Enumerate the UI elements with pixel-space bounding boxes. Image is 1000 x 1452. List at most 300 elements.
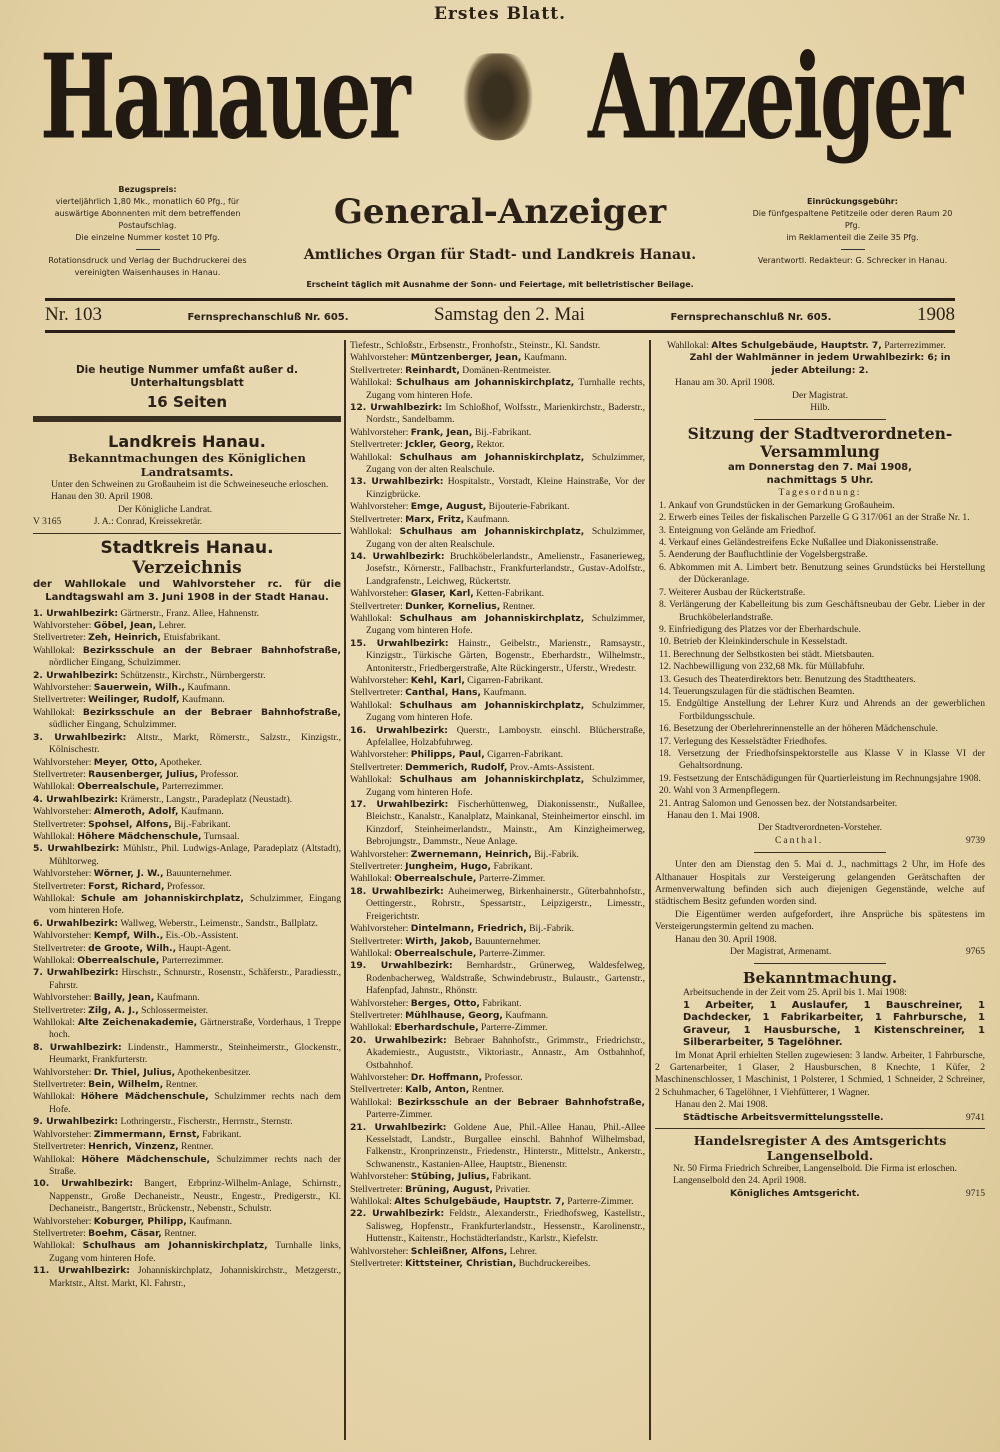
- district-number: 2. Urwahlbezirk:: [33, 669, 119, 681]
- row-name: Bailly, Jean,: [93, 992, 155, 1004]
- district-row: [350, 377, 645, 402]
- district-number: 19. Urwahlbezirk:: [350, 960, 453, 972]
- row-detail: Schulzimmer, Zugang von der alten Realschule.: [366, 451, 645, 476]
- row-label: Wahlvorsteher:: [33, 992, 92, 1004]
- row-label: Stellvertreter:: [350, 861, 403, 873]
- row-name: Jungheim, Hugo,: [405, 861, 492, 873]
- district-row: [350, 749, 645, 761]
- district-row: [33, 943, 341, 955]
- row-label: Stellvertreter:: [350, 761, 403, 773]
- row-label: Stellvertreter:: [33, 818, 86, 830]
- district-row: [350, 1084, 645, 1096]
- district-entry: [33, 1116, 341, 1128]
- district-number: 8. Urwahlbezirk:: [33, 1041, 122, 1053]
- row-detail: Parterre-Zimmer.: [567, 1196, 634, 1208]
- district-row: [33, 620, 341, 632]
- organ-line: Amtliches Organ für Stadt- und Landkreis Hanau.: [303, 247, 697, 263]
- row-label: Wahllokal:: [350, 947, 392, 959]
- district-row: [350, 1072, 645, 1084]
- row-name: Meyer, Otto,: [93, 756, 158, 768]
- row-detail: südlicher Eingang, Schulzimmer.: [49, 719, 177, 731]
- agenda-item: 15. Endgültige Anstellung der Lehrer Kurz und Ahrends an der gewerblichen Fortbildungsschule.: [659, 698, 985, 722]
- district-row: [33, 819, 341, 831]
- district-number: 18. Urwahlbezirk:: [350, 885, 444, 897]
- district-entry: [33, 1265, 341, 1290]
- row-label: Stellvertreter:: [33, 694, 86, 706]
- row-name: Dr. Thiel, Julius,: [93, 1066, 176, 1078]
- phone-left: Fernsprechanschluß Nr. 605.: [187, 312, 349, 323]
- bek-list: 1 Arbeiter, 1 Auslaufer, 1 Bauschreiner, 1 Dachdecker, 1 Fabrikarbeiter, 1 Fahrbursche, 1 Graveur, 1 Hausbursche, 1 Kistenschreiner, 1 Silberarbeiter, 5 Tagelöhner.: [683, 999, 985, 1049]
- row-name: Mühlhause, Georg,: [405, 1009, 503, 1021]
- row-name: Altes Schulgebäude, Hauptstr. 7,: [394, 1196, 565, 1208]
- row-detail: Buchdruckereibes.: [518, 1258, 591, 1270]
- row-detail: Kaufmann.: [189, 1215, 233, 1227]
- district-streets: Gärtnerstr., Franz. Allee, Hahnenstr.: [120, 607, 260, 619]
- title-right: Anzeiger: [588, 28, 960, 166]
- row-detail: Kaufmann.: [187, 682, 231, 694]
- row-label: Stellvertreter:: [33, 768, 86, 780]
- row-name: Kehl, Karl,: [410, 674, 465, 686]
- district-row: [33, 1005, 341, 1017]
- verzeichnis-title: Verzeichnis: [132, 557, 242, 578]
- district-streets: Schützenstr., Kirchstr., Nürnbergerstr.: [120, 669, 266, 681]
- row-detail: Schulzimmer rechts nach dem Hofe.: [49, 1091, 342, 1115]
- agenda-item: 12. Nachbewilligung von 232,68 Mk. für Müllabfuhr.: [659, 661, 865, 673]
- pages-note: Die heutige Nummer umfaßt außer d. Unterhaltungsblatt: [75, 364, 299, 389]
- district-entry: [350, 340, 645, 352]
- district-streets: Bruchköbelerlandstr., Amelienstr., Fasanerieweg, Josefstr., Körnerstr., Fallbachstr., Frankfurterlandstr., Gustav-Adolfstr., Landgrafenstr., Leichweg, Rückertstr.: [366, 550, 645, 587]
- row-name: Schulhaus am Johanniskirchplatz,: [399, 774, 585, 786]
- issue-year: 1908: [916, 304, 955, 325]
- district-entry: [33, 670, 341, 682]
- district-number: 4. Urwahlbezirk:: [33, 793, 119, 805]
- district-row: [33, 769, 341, 781]
- top-label: Erstes Blatt.: [433, 4, 567, 24]
- row-name: Bezirksschule an der Bebraer Bahnhofstraße,: [82, 644, 341, 656]
- row-name: Schleißner, Alfons,: [410, 1245, 508, 1257]
- district-row: [350, 514, 645, 526]
- issue-date: Samstag den 2. Mai: [434, 304, 585, 325]
- row-detail: Rentner.: [164, 1227, 197, 1239]
- row-name: Almeroth, Adolf,: [93, 806, 179, 818]
- row-detail: Fabrikant.: [482, 997, 522, 1009]
- district-streets: Hainstr., Geibelstr., Marienstr., Ramsaystr., Kinzigstr., Türkische Gärten, Bogenstr., Eberhardstr., Wilhelmstr., Antoniterstr., Friedbergerstraße, Alte Rückingerstr., Uferstr., Wredestr.: [366, 637, 645, 674]
- row-detail: Bauunternehmer.: [474, 935, 541, 947]
- auction-text2: Die Eigentümer werden aufgefordert, ihre Ansprüche bis spätestens im Versteigerungstermin geltend zu machen.: [655, 908, 985, 933]
- district-row: [33, 707, 341, 732]
- row-detail: Parterre-Zimmer.: [478, 873, 546, 885]
- row-name: Müntzenberger, Jean,: [410, 352, 522, 364]
- sitzung-date: Hanau den 1. Mai 1908.: [667, 810, 760, 821]
- bek-title: Bekanntmachung.: [742, 969, 898, 988]
- district-streets: Querstr., Lamboystr. einschl. Blücherstraße, Apfelallee, Holzabfuhrweg.: [366, 724, 645, 748]
- row-name: Oberrealschule,: [77, 955, 160, 966]
- row-detail: Parterre-Zimmer.: [481, 1022, 548, 1034]
- wahlmaenner: Zahl der Wahlmänner in jedem Urwahlbezirk: 6; in jeder Abteilung: 2.: [689, 352, 951, 376]
- row-label: Wahllokal:: [33, 706, 75, 718]
- row-label: Wahlvorsteher:: [33, 1066, 92, 1078]
- auction-date: Hanau den 30. April 1908.: [675, 933, 777, 945]
- sitzung-sign2: Canthal.: [775, 834, 824, 846]
- row-detail: Gärtnerstraße, Vorderhaus, 1 Treppe hoch.: [49, 1017, 341, 1041]
- agenda-item: 18. Versetzung der Friedhofsinspektorstelle aus Klasse V in Klasse VI der Gehaltsordnung.: [659, 747, 985, 772]
- row-detail: Kaufmann.: [483, 687, 527, 699]
- row-detail: Parterre-Zimmer.: [478, 947, 546, 959]
- issue-number: Nr. 103: [45, 304, 102, 325]
- district-row: [33, 682, 341, 694]
- row-detail: Privatier.: [495, 1183, 531, 1195]
- row-detail: Lehrer.: [509, 1245, 538, 1257]
- row-label: Wahlvorsteher:: [33, 756, 92, 768]
- district-streets: Auheimerweg, Birkenhainerstr., Güterbahnhofstr., Oettingerstr., Rohrstr., Spessartstr., Leipzigerstr., Limesstr., Freigerichtstr.: [366, 885, 646, 922]
- district-row: [33, 781, 341, 793]
- divider: [754, 852, 886, 853]
- crest-icon: [460, 53, 536, 140]
- row-name: Eberhardschule,: [394, 1022, 479, 1034]
- row-name: Bezirksschule an der Bebraer Bahnhofstraße,: [397, 1096, 646, 1108]
- district-streets: Hospitalstr., Vorstadt, Kleine Hainstraße, Vor der Kinzigbrücke.: [366, 476, 645, 500]
- district-number: 17. Urwahlbezirk:: [350, 799, 449, 811]
- row-detail: Etuisfabrikant.: [163, 632, 221, 644]
- district-row: [33, 1141, 341, 1153]
- row-detail: Bijouterie-Fabrikant.: [488, 501, 570, 513]
- row-detail: Cigarren-Fabrikant.: [487, 749, 564, 761]
- district-row: [33, 1079, 341, 1091]
- row-name: Dunker, Kornelius,: [405, 600, 501, 612]
- row-label: Wahlvorsteher:: [350, 1071, 409, 1083]
- row-name: Zimmermann, Ernst,: [93, 1128, 200, 1140]
- row-label: Stellvertreter:: [350, 687, 403, 699]
- row-name: Oberrealschule,: [394, 873, 477, 885]
- district-row: [33, 1017, 341, 1042]
- column-divider: [344, 340, 346, 1440]
- cont-label: Wahllokal:: [667, 340, 709, 351]
- divider: [754, 419, 886, 420]
- landkreis-sign2: J. A.: Conrad, Kreissekretär.: [93, 516, 203, 528]
- district-number: 5. Urwahlbezirk:: [33, 843, 120, 855]
- row-label: Wahllokal:: [350, 1096, 392, 1108]
- district-row: [350, 700, 645, 725]
- row-detail: Apotheker.: [159, 756, 202, 768]
- district-number: 1. Urwahlbezirk:: [33, 607, 119, 619]
- district-streets: Krämerstr., Langstr., Paradeplatz (Neustadt).: [120, 793, 293, 805]
- district-row: [350, 948, 645, 960]
- row-detail: Kaufmann.: [156, 992, 200, 1004]
- district-row: [33, 831, 341, 843]
- district-entry: [350, 799, 645, 849]
- district-row: [350, 1022, 645, 1034]
- district-row: [350, 923, 645, 935]
- landkreis-subtitle: Bekanntmachungen des Königlichen Landratsamts.: [68, 451, 306, 479]
- district-entry: [350, 886, 645, 923]
- row-name: Stübing, Julius,: [410, 1171, 490, 1183]
- row-label: Wahllokal:: [350, 1196, 392, 1208]
- row-label: Stellvertreter:: [350, 439, 403, 451]
- district-row: [350, 1196, 645, 1208]
- row-label: Stellvertreter:: [33, 1227, 86, 1239]
- ads-reklame: im Reklamenteil die Zeile 35 Pfg.: [786, 233, 919, 242]
- district-row: [350, 762, 645, 774]
- agenda-item: 2. Erwerb eines Teiles der fiskalischen Parzelle G G 317/061 an der Straße Nr. 1.: [659, 512, 970, 524]
- district-entry: [33, 967, 341, 992]
- district-row: [33, 881, 341, 893]
- row-detail: Kaufmann.: [466, 513, 510, 525]
- district-streets: Im Schloßhof, Wolfsstr., Marienkirchstr., Baderstr., Nordstr., Sandelbamm.: [366, 402, 645, 426]
- district-list: [33, 608, 341, 1290]
- bottom-rule: [45, 330, 955, 333]
- row-name: Emge, August,: [410, 501, 487, 513]
- sitzung-code: 9739: [965, 834, 985, 846]
- row-detail: Schulzimmer, Zugang vom hinteren Hofe.: [366, 774, 645, 798]
- row-name: Kempf, Wilh.,: [93, 930, 164, 942]
- row-name: Canthal, Hans,: [405, 687, 481, 699]
- district-entry: [33, 794, 341, 806]
- row-label: Stellvertreter:: [33, 1004, 86, 1016]
- district-row: [350, 936, 645, 948]
- hr-code: 9715: [965, 1187, 985, 1199]
- row-name: Koburger, Philipp,: [93, 1215, 187, 1227]
- row-label: Wahllokal:: [350, 699, 392, 711]
- row-detail: Rentner.: [471, 1084, 504, 1096]
- district-list: [350, 340, 645, 1270]
- district-row: [350, 601, 645, 613]
- row-detail: Bij.-Fabrikant.: [174, 818, 231, 830]
- row-name: Zwernemann, Heinrich,: [410, 848, 532, 860]
- row-detail: Ketten-Fabrikant.: [476, 588, 545, 600]
- row-detail: nördlicher Eingang, Schulzimmer.: [49, 657, 181, 669]
- district-row: [33, 806, 341, 818]
- row-label: Wahllokal:: [33, 892, 75, 904]
- wm-sign2: Hilb.: [810, 402, 830, 414]
- row-name: Jckler, Georg,: [405, 439, 475, 451]
- district-streets: Johanniskirchplatz, Johanniskirchstr., Metzgerstr., Marktstr., Altst. Markt, Kl. Fahrstr.,: [49, 1265, 341, 1289]
- row-label: Stellvertreter:: [33, 632, 86, 644]
- row-detail: Bauunternehmer.: [165, 868, 232, 880]
- district-row: [33, 632, 341, 644]
- district-number: 7. Urwahlbezirk:: [33, 967, 119, 979]
- district-row: [33, 930, 341, 942]
- row-name: Marx, Fritz,: [405, 513, 465, 525]
- price-text: vierteljährlich 1,80 Mk., monatlich 60 Pfg., für auswärtige Abonnenten mit dem betreffenden Postaufschlag.: [54, 197, 241, 230]
- row-detail: Lehrer.: [158, 620, 187, 632]
- agenda-item: 20. Wahl von 3 Armenpflegern.: [659, 785, 781, 797]
- row-label: Wahlvorsteher:: [33, 806, 92, 818]
- row-name: Dintelmann, Friedrich,: [410, 923, 527, 935]
- row-detail: Kaufmann.: [180, 806, 224, 818]
- bek-date: Hanau den 2. Mai 1908.: [675, 1099, 768, 1111]
- row-name: Kittsteiner, Christian,: [405, 1258, 517, 1270]
- district-streets: Altstr., Markt, Römerstr., Salzstr., Kinzigstr., Kölnischestr.: [49, 731, 341, 756]
- district-number: 9. Urwahlbezirk:: [33, 1116, 119, 1128]
- row-detail: Bij.-Fabrik.: [534, 848, 579, 860]
- row-detail: Parterrezimmer.: [161, 955, 224, 966]
- district-number: 11. Urwahlbezirk:: [33, 1265, 130, 1277]
- district-row: [33, 757, 341, 769]
- row-detail: Kaufmann.: [523, 352, 567, 364]
- row-name: Zilg, A. J.,: [88, 1004, 139, 1016]
- ads-text: Die fünfgespaltene Petitzeile oder deren Raum 20 Pfg.: [752, 209, 953, 230]
- landkreis-sign: Der Königliche Landrat.: [118, 503, 213, 515]
- district-number: 16. Urwahlbezirk:: [350, 724, 448, 736]
- agenda-item: 11. Berechnung der Selbstkosten bei städt. Mietsbauten.: [659, 648, 875, 660]
- row-label: Wahlvorsteher:: [350, 426, 409, 438]
- divider: [655, 1128, 985, 1129]
- divider: [754, 963, 886, 964]
- district-entry: [33, 1178, 341, 1215]
- district-entry: [350, 725, 645, 750]
- row-label: Wahllokal:: [350, 451, 392, 463]
- row-label: Wahllokal:: [350, 526, 392, 538]
- row-detail: Schlossermeister.: [141, 1004, 209, 1016]
- district-row: [350, 1258, 645, 1270]
- verzeichnis-subtitle: der Wahllokale und Wahlvorsteher rc. für die Landtagswahl am 3. Juni 1908 in der Stadt Hanau.: [33, 578, 341, 603]
- row-detail: Apothekenbesitzer.: [176, 1066, 251, 1078]
- row-label: Wahllokal:: [350, 612, 392, 624]
- district-row: [350, 1097, 645, 1122]
- district-row: [350, 1010, 645, 1022]
- district-row: [33, 1129, 341, 1141]
- row-name: Bein, Wilhelm,: [88, 1079, 164, 1091]
- district-number: 21. Urwahlbezirk:: [350, 1121, 447, 1133]
- district-row: [33, 992, 341, 1004]
- district-row: [33, 1091, 341, 1116]
- row-name: Göbel, Jean,: [93, 620, 157, 632]
- agenda-item: 19. Festsetzung der Entschädigungen für Quartierleistung im Rechnungsjahre 1908.: [659, 772, 981, 784]
- agenda-item: 6. Abkommen mit A. Limbert betr. Benutzung seines Grundstücks bei Herstellung der Dückeranlage.: [659, 561, 985, 586]
- row-detail: Prov.-Amts-Assistent.: [509, 761, 595, 773]
- row-label: Stellvertreter:: [350, 513, 403, 525]
- price-single: Die einzelne Nummer kostet 10 Pfg.: [75, 233, 220, 242]
- row-detail: Rentner.: [502, 600, 535, 612]
- district-streets: Bernhardstr., Grünerweg, Waldesfelweg, Rodenbacherweg, Waldstraße, Schwindebrustr., Bulaustr., Gartenstr., Hafenpfad, Jahnstr., Rhönstr.: [366, 960, 645, 997]
- row-label: Stellvertreter:: [350, 1183, 403, 1195]
- agenda-item: 3. Enteignung von Gelände am Friedhof.: [659, 524, 816, 536]
- district-entry: [350, 1035, 645, 1072]
- row-name: Dr. Hoffmann,: [410, 1071, 483, 1083]
- row-name: Kalb, Anton,: [405, 1084, 470, 1096]
- middle-column: [350, 340, 645, 1270]
- row-detail: Turnsaal.: [203, 830, 240, 842]
- row-detail: Bij.-Fabrik.: [529, 923, 574, 935]
- agenda-item: 17. Verlegung des Kesselstädter Friedhofes.: [659, 735, 828, 747]
- district-entry: [33, 843, 341, 868]
- divider: [33, 533, 341, 534]
- row-name: Schulhaus am Johanniskirchplatz,: [399, 612, 585, 624]
- agenda-item: 7. Weiterer Ausbau der Rückertstraße.: [659, 586, 806, 598]
- agenda-item: 4. Verkauf eines Geländestreifens Ecke Nußallee und Diakonissenstraße.: [659, 537, 939, 549]
- district-row: [33, 694, 341, 706]
- district-streets: Lothringerstr., Fischerstr., Herrnstr., Sternstr.: [120, 1116, 293, 1128]
- district-streets: Bangert, Erbprinz-Wilhelm-Anlage, Schirnstr., Nappenstr., Große Dechaneistr., Neustr., Engestr., Predigerstr., Kl. Dechaneistr., Bangertstr., Brückenstr., Nebenstr., Schulstr.: [49, 1178, 341, 1215]
- district-number: 3. Urwahlbezirk:: [33, 731, 127, 743]
- dateline: [45, 304, 955, 326]
- district-row: [33, 1240, 341, 1265]
- district-row: [350, 365, 645, 377]
- agenda-item: 5. Aenderung der Baufluchtlinie der Vogelsbergstraße.: [659, 549, 868, 561]
- district-number: 15. Urwahlbezirk:: [350, 637, 449, 649]
- row-label: Stellvertreter:: [33, 880, 86, 892]
- row-name: Glaser, Karl,: [410, 588, 474, 600]
- landkreis-code: V 3165: [33, 516, 62, 528]
- row-detail: Fabrikant.: [492, 1171, 532, 1183]
- row-detail: Bij.-Fabrikant.: [474, 426, 532, 438]
- agenda-item: 1. Ankauf von Grundstücken in der Gemarkung Großauheim.: [659, 499, 895, 511]
- row-detail: Schulzimmer, Eingang vom hinteren Hofe.: [49, 892, 341, 917]
- row-label: Wahlvorsteher:: [350, 1245, 409, 1257]
- district-row: [350, 526, 645, 551]
- district-streets: Goldene Aue, Phil.-Allee Hanau, Phil.-Allee Kesselstadt, Landstr., Burgallee einschl. Bahnhof Wilhelmsbad, Falkenstr., Kronprinzenstr., Friedenstr., Hinterstr., Mittelstr., Ankerstr., Schwanenstr., Kastanien-Allee, Hauptstr., Bienenstr.: [366, 1121, 645, 1170]
- newspaper-title: [40, 28, 960, 166]
- row-name: Boehm, Cäsar,: [88, 1227, 162, 1239]
- row-name: Höhere Mädchenschule,: [77, 830, 202, 842]
- title-left: Hanauer: [40, 28, 408, 166]
- row-name: Höhere Mädchenschule,: [80, 1091, 209, 1103]
- row-detail: Cigarren-Fabrikant.: [467, 674, 544, 686]
- sitzung-when: am Donnerstag den 7. Mai 1908, nachmittags 5 Uhr.: [728, 462, 912, 487]
- row-label: Wahlvorsteher:: [33, 1215, 92, 1227]
- row-label: Wahllokal:: [33, 1091, 75, 1103]
- row-detail: Eis.-Ob.-Assistent.: [165, 930, 239, 942]
- district-row: [33, 893, 341, 918]
- district-entry: [350, 402, 645, 427]
- district-row: [350, 675, 645, 687]
- row-name: de Groote, Wilh.,: [88, 942, 177, 954]
- district-row: [350, 861, 645, 873]
- row-label: Stellvertreter:: [33, 1141, 86, 1153]
- hr-title: Handelsregister A des Amtsgerichts Langenselbold.: [693, 1132, 947, 1163]
- row-name: Oberrealschule,: [77, 781, 160, 793]
- agenda-item: 16. Besetzung der Oberlehrerinnenstelle an der höheren Mädchenschule.: [659, 723, 938, 735]
- district-entry: [33, 608, 341, 620]
- row-detail: Parterre-Zimmer.: [366, 1109, 433, 1121]
- bek-code: 9741: [965, 1111, 985, 1123]
- row-detail: Schulzimmer, Zugang vom hinteren Hofe.: [366, 699, 645, 724]
- row-label: Wahlvorsteher:: [33, 930, 92, 942]
- row-name: Zeh, Heinrich,: [88, 632, 162, 644]
- agenda-item: 21. Antrag Salomon und Genossen bez. der Notstandsarbeiter.: [659, 797, 898, 809]
- district-number: 12. Urwahlbezirk:: [350, 402, 443, 414]
- bek-intro: Arbeitsuchende in der Zeit vom 25. April bis 1. Mai 1908:: [683, 987, 907, 999]
- district-row: [33, 868, 341, 880]
- row-label: Wahlvorsteher:: [33, 868, 92, 880]
- cont-rest: Parterrezimmer.: [884, 340, 946, 351]
- district-row: [350, 439, 645, 451]
- row-label: Wahllokal:: [33, 1017, 75, 1029]
- district-streets: Lindenstr., Hammerstr., Steinheimerstr., Glockenstr., Heumarkt, Frankfurterstr.: [49, 1041, 341, 1066]
- row-label: Stellvertreter:: [350, 935, 403, 947]
- district-entry: [350, 551, 645, 588]
- agenda-item: 13. Gesuch des Theaterdirektors betr. Benutzung des Stadttheaters.: [659, 673, 916, 685]
- row-label: Stellvertreter:: [350, 600, 403, 612]
- appears-line: Erscheint täglich mit Ausnahme der Sonn- und Feiertage, mit belletristischer Beilage.: [306, 280, 694, 289]
- cont-place: Altes Schulgebäude, Hauptstr. 7,: [711, 340, 882, 351]
- row-label: Wahllokal:: [350, 774, 392, 786]
- printer-text: Rotationsdruck und Verlag der Buchdruckerei des vereinigten Waisenhauses in Hanau.: [48, 256, 247, 277]
- left-column: [33, 340, 341, 1290]
- district-entry: [33, 1042, 341, 1067]
- row-detail: Schulzimmer, Zugang vom hinteren Hofe.: [366, 612, 645, 637]
- agenda-item: 9. Einfriedigung des Platzes vor der Eberhardschule.: [659, 623, 861, 635]
- district-streets: Bebraer Bahnhofstr., Grimmstr., Friedrichstr., Akademiestr., Auguststr., Viktoriastr., Annastr., Am Ostbahnhof, Ostbahnhof.: [366, 1034, 646, 1071]
- landkreis-title: Landkreis Hanau.: [108, 432, 266, 451]
- row-label: Wahlvorsteher:: [350, 1171, 409, 1183]
- district-row: [350, 588, 645, 600]
- row-detail: Professor.: [166, 880, 205, 892]
- row-label: Wahlvorsteher:: [350, 674, 409, 686]
- district-row: [350, 849, 645, 861]
- row-name: Schulhaus am Johanniskirchplatz,: [396, 377, 575, 389]
- row-name: Weilinger, Rudolf,: [88, 694, 180, 706]
